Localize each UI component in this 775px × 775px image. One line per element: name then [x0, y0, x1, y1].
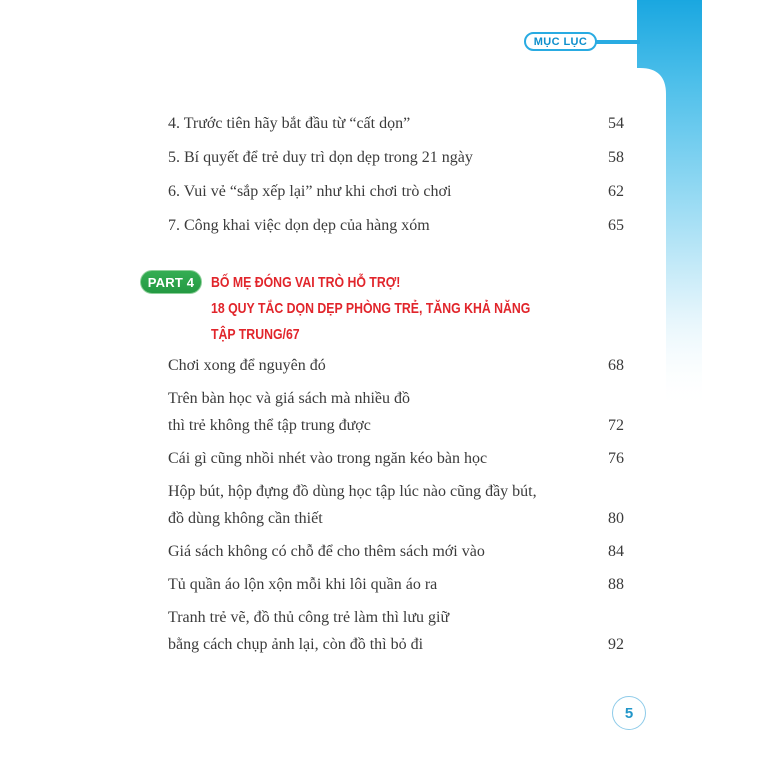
- toc-section-numbered: [168, 112, 624, 248]
- dotted-leader: [328, 512, 605, 530]
- toc-entry-page: 88: [608, 576, 624, 593]
- toc-entry: [168, 448, 624, 470]
- part-4-badge: [140, 270, 202, 294]
- toc-entry: [168, 607, 624, 656]
- toc-entry: [168, 541, 624, 563]
- toc-entry-text: Chơi xong để nguyên đó: [168, 357, 326, 374]
- dotted-leader: [442, 578, 605, 596]
- part-4-title-line3: TẬP TRUNG/67: [211, 326, 300, 343]
- muc-luc-badge: [524, 32, 597, 51]
- dotted-leader: [492, 452, 605, 470]
- page-number-circle: [612, 696, 646, 730]
- page-number: 5: [624, 704, 634, 722]
- toc-entry-text-line1: Trên bàn học và giá sách mà nhiều đồ: [168, 390, 411, 407]
- badge-connector-line: [595, 40, 640, 44]
- part-4-title-line2: 18 QUY TẮC DỌN DẸP PHÒNG TRẺ, TĂNG KHẢ NĂNG: [211, 300, 531, 317]
- toc-entry-text: Tủ quần áo lộn xộn mỗi khi lôi quần áo ra: [168, 576, 438, 593]
- toc-entry-text-line1: Hộp bút, hộp đựng đồ dùng học tập lúc nào cũng đầy bút,: [168, 483, 537, 500]
- toc-entry-page: 72: [608, 417, 624, 434]
- dotted-leader: [428, 638, 605, 656]
- dotted-leader: [435, 219, 605, 237]
- toc-entry-page: 92: [608, 636, 624, 653]
- toc-entry: [168, 180, 624, 203]
- part-4-badge-label: PART 4: [147, 274, 195, 290]
- toc-entry: [168, 481, 624, 530]
- toc-entry-text: 6. Vui vẻ “sắp xếp lại” như khi chơi trò chơi: [168, 183, 452, 200]
- toc-entry: [168, 214, 624, 237]
- toc-entry-text-line2: thì trẻ không thể tập trung được: [168, 417, 371, 434]
- toc-entry-text: 5. Bí quyết để trẻ duy trì dọn dẹp trong 21 ngày: [168, 149, 473, 166]
- dotted-leader: [376, 419, 605, 437]
- toc-entry-line2: [168, 415, 624, 437]
- toc-entry-page: 80: [608, 510, 624, 527]
- toc-entry-text: 4. Trước tiên hãy bắt đầu từ “cất dọn”: [168, 115, 411, 132]
- toc-entry: [168, 355, 624, 377]
- toc-entry-page: 84: [608, 543, 624, 560]
- dotted-leader: [456, 185, 605, 203]
- toc-entry-text-line2: bằng cách chụp ảnh lại, còn đồ thì bỏ đi: [168, 636, 424, 653]
- dotted-leader: [478, 151, 605, 169]
- part-4-title-line1: BỐ MẸ ĐÓNG VAI TRÒ HỖ TRỢ!: [211, 274, 401, 291]
- part-4-title: [211, 270, 601, 348]
- dotted-leader: [415, 117, 605, 135]
- toc-entry-text-line2: đồ dùng không cần thiết: [168, 510, 323, 527]
- toc-entry-page: 58: [608, 149, 624, 166]
- toc-entry-page: 76: [608, 450, 624, 467]
- toc-entry-line2: [168, 508, 624, 530]
- part-4-header: [140, 270, 601, 348]
- toc-entry-page: 68: [608, 357, 624, 374]
- toc-section-part4: [168, 355, 624, 667]
- toc-entry-text: Giá sách không có chỗ để cho thêm sách mới vào: [168, 543, 485, 560]
- dotted-leader: [490, 545, 605, 563]
- toc-entry-text-line1: Tranh trẻ vẽ, đồ thủ công trẻ làm thì lưu giữ: [168, 609, 450, 626]
- dotted-leader: [331, 359, 605, 377]
- muc-luc-badge-label: MỤC LỤC: [533, 35, 588, 48]
- toc-entry-text: Cái gì cũng nhồi nhét vào trong ngăn kéo bàn học: [168, 450, 488, 467]
- toc-entry-page: 62: [608, 183, 624, 200]
- toc-entry: [168, 388, 624, 437]
- toc-entry-page: 54: [608, 115, 624, 132]
- toc-entry-text: 7. Công khai việc dọn dẹp của hàng xóm: [168, 217, 430, 234]
- toc-entry-page: 65: [608, 217, 624, 234]
- toc-entry: [168, 112, 624, 135]
- toc-entry: [168, 146, 624, 169]
- toc-entry-line2: [168, 634, 624, 656]
- toc-entry: [168, 574, 624, 596]
